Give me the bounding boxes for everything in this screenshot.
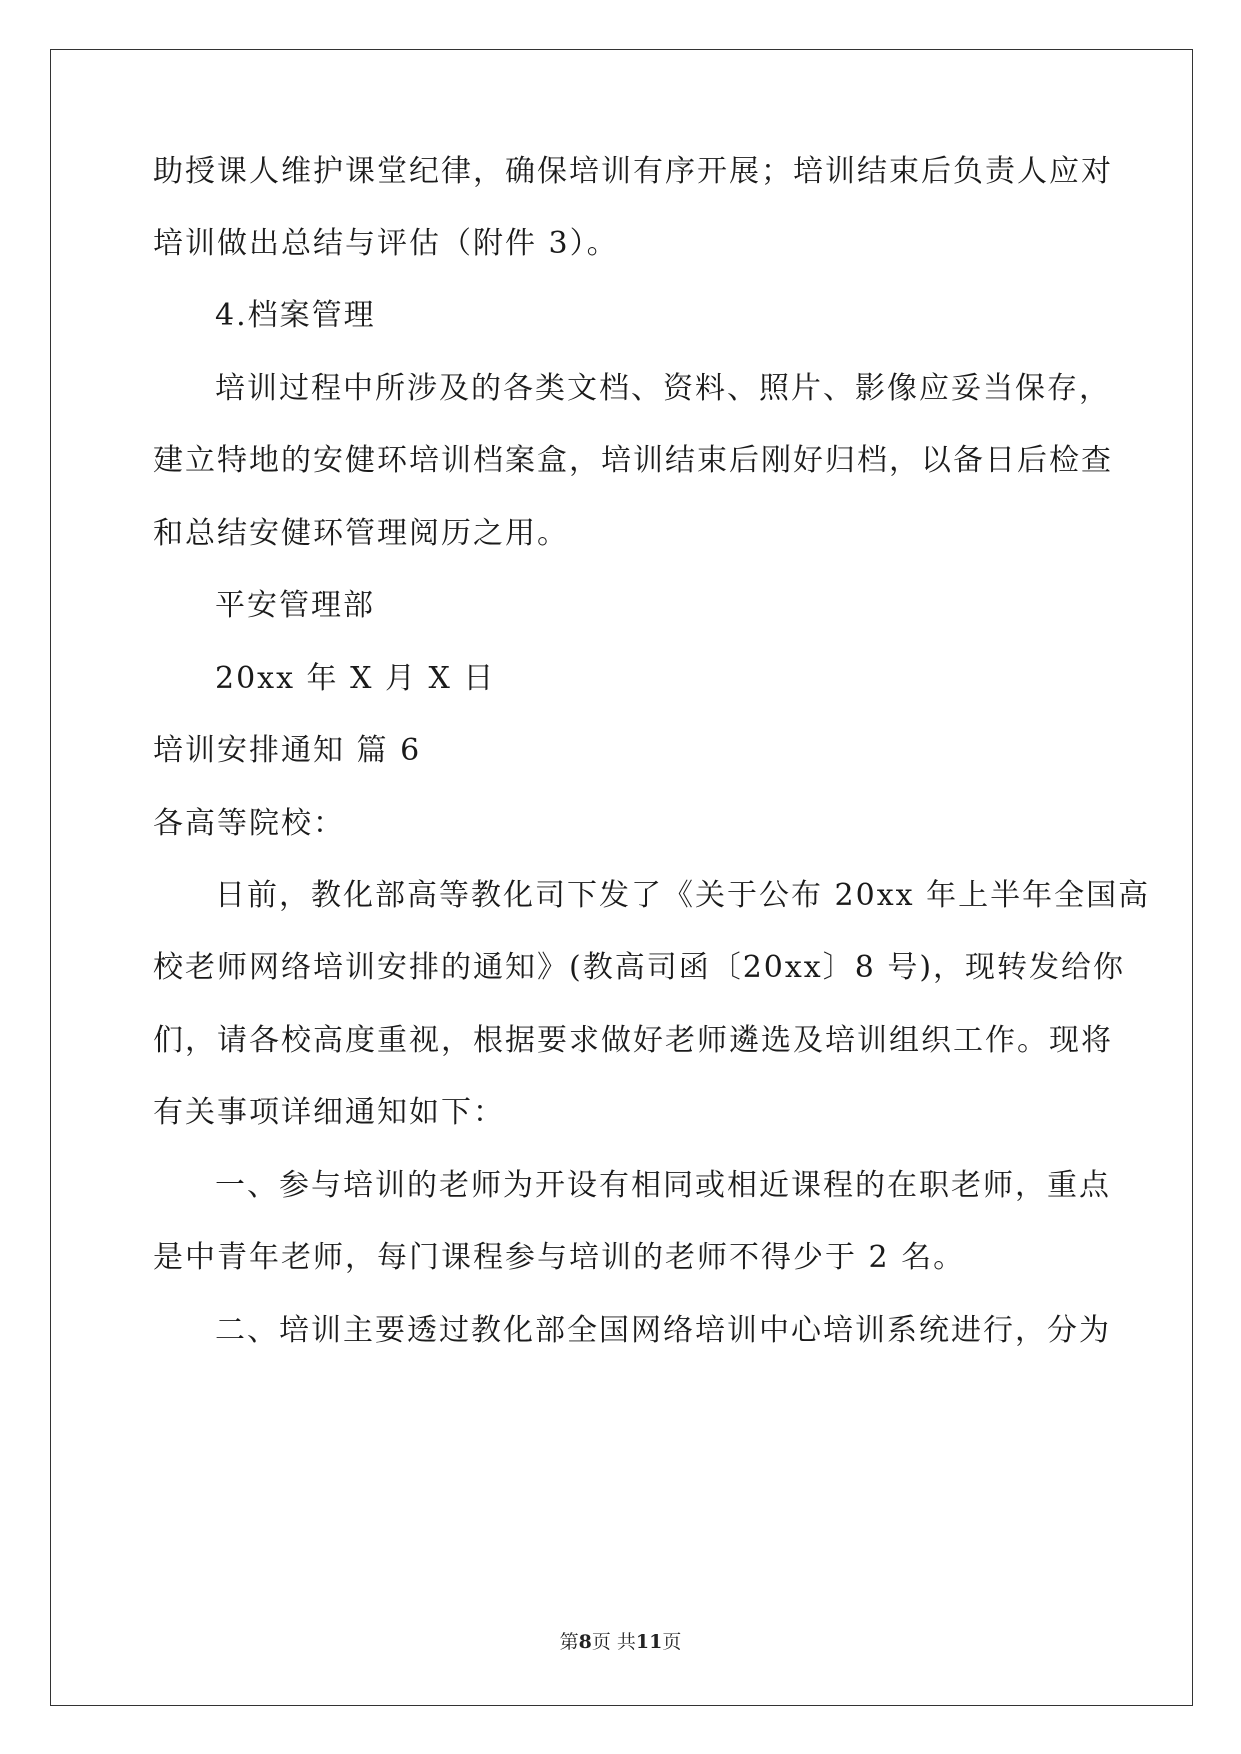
paragraph-line: 日前，教化部高等教化司下发了《关于公布 20xx 年上半年全国高 [215, 878, 1151, 913]
salutation: 各高等院校： [153, 806, 345, 841]
signature-department: 平安管理部 [215, 588, 375, 623]
paragraph-line: 和总结安健环管理阅历之用。 [153, 516, 569, 551]
paragraph-line: 助授课人维护课堂纪律，确保培训有序开展；培训结束后负责人应对 [153, 154, 1113, 189]
paragraph-line: 培训过程中所涉及的各类文档、资料、照片、影像应妥当保存， [215, 371, 1111, 406]
paragraph-line: 培训做出总结与评估（附件 3）。 [153, 226, 619, 261]
current-page-number: 8 [578, 1631, 592, 1653]
article-title: 培训安排通知 篇 6 [153, 733, 422, 768]
page-mid: 页 共 [591, 1631, 636, 1653]
page-prefix: 第 [559, 1631, 579, 1653]
page-footer [0, 1630, 1241, 1654]
paragraph-line: 二、培训主要透过教化部全国网络培训中心培训系统进行，分为 [215, 1313, 1111, 1348]
section-heading: 4.档案管理 [215, 298, 376, 333]
signature-date: 20xx 年 X 月 X 日 [215, 661, 496, 696]
page-suffix: 页 [662, 1631, 682, 1653]
total-page-number: 11 [635, 1631, 663, 1653]
paragraph-line: 们，请各校高度重视，根据要求做好老师遴选及培训组织工作。现将 [153, 1023, 1113, 1058]
paragraph-line: 一、参与培训的老师为开设有相同或相近课程的在职老师，重点 [215, 1168, 1111, 1203]
paragraph-line: 是中青年老师，每门课程参与培训的老师不得少于 2 名。 [153, 1240, 966, 1275]
paragraph-line: 建立特地的安健环培训档案盒，培训结束后刚好归档，以备日后检查 [153, 443, 1113, 478]
paragraph-line: 校老师网络培训安排的通知》(教高司函〔20xx〕8 号)，现转发给你 [153, 950, 1126, 985]
paragraph-line: 有关事项详细通知如下： [153, 1095, 505, 1130]
